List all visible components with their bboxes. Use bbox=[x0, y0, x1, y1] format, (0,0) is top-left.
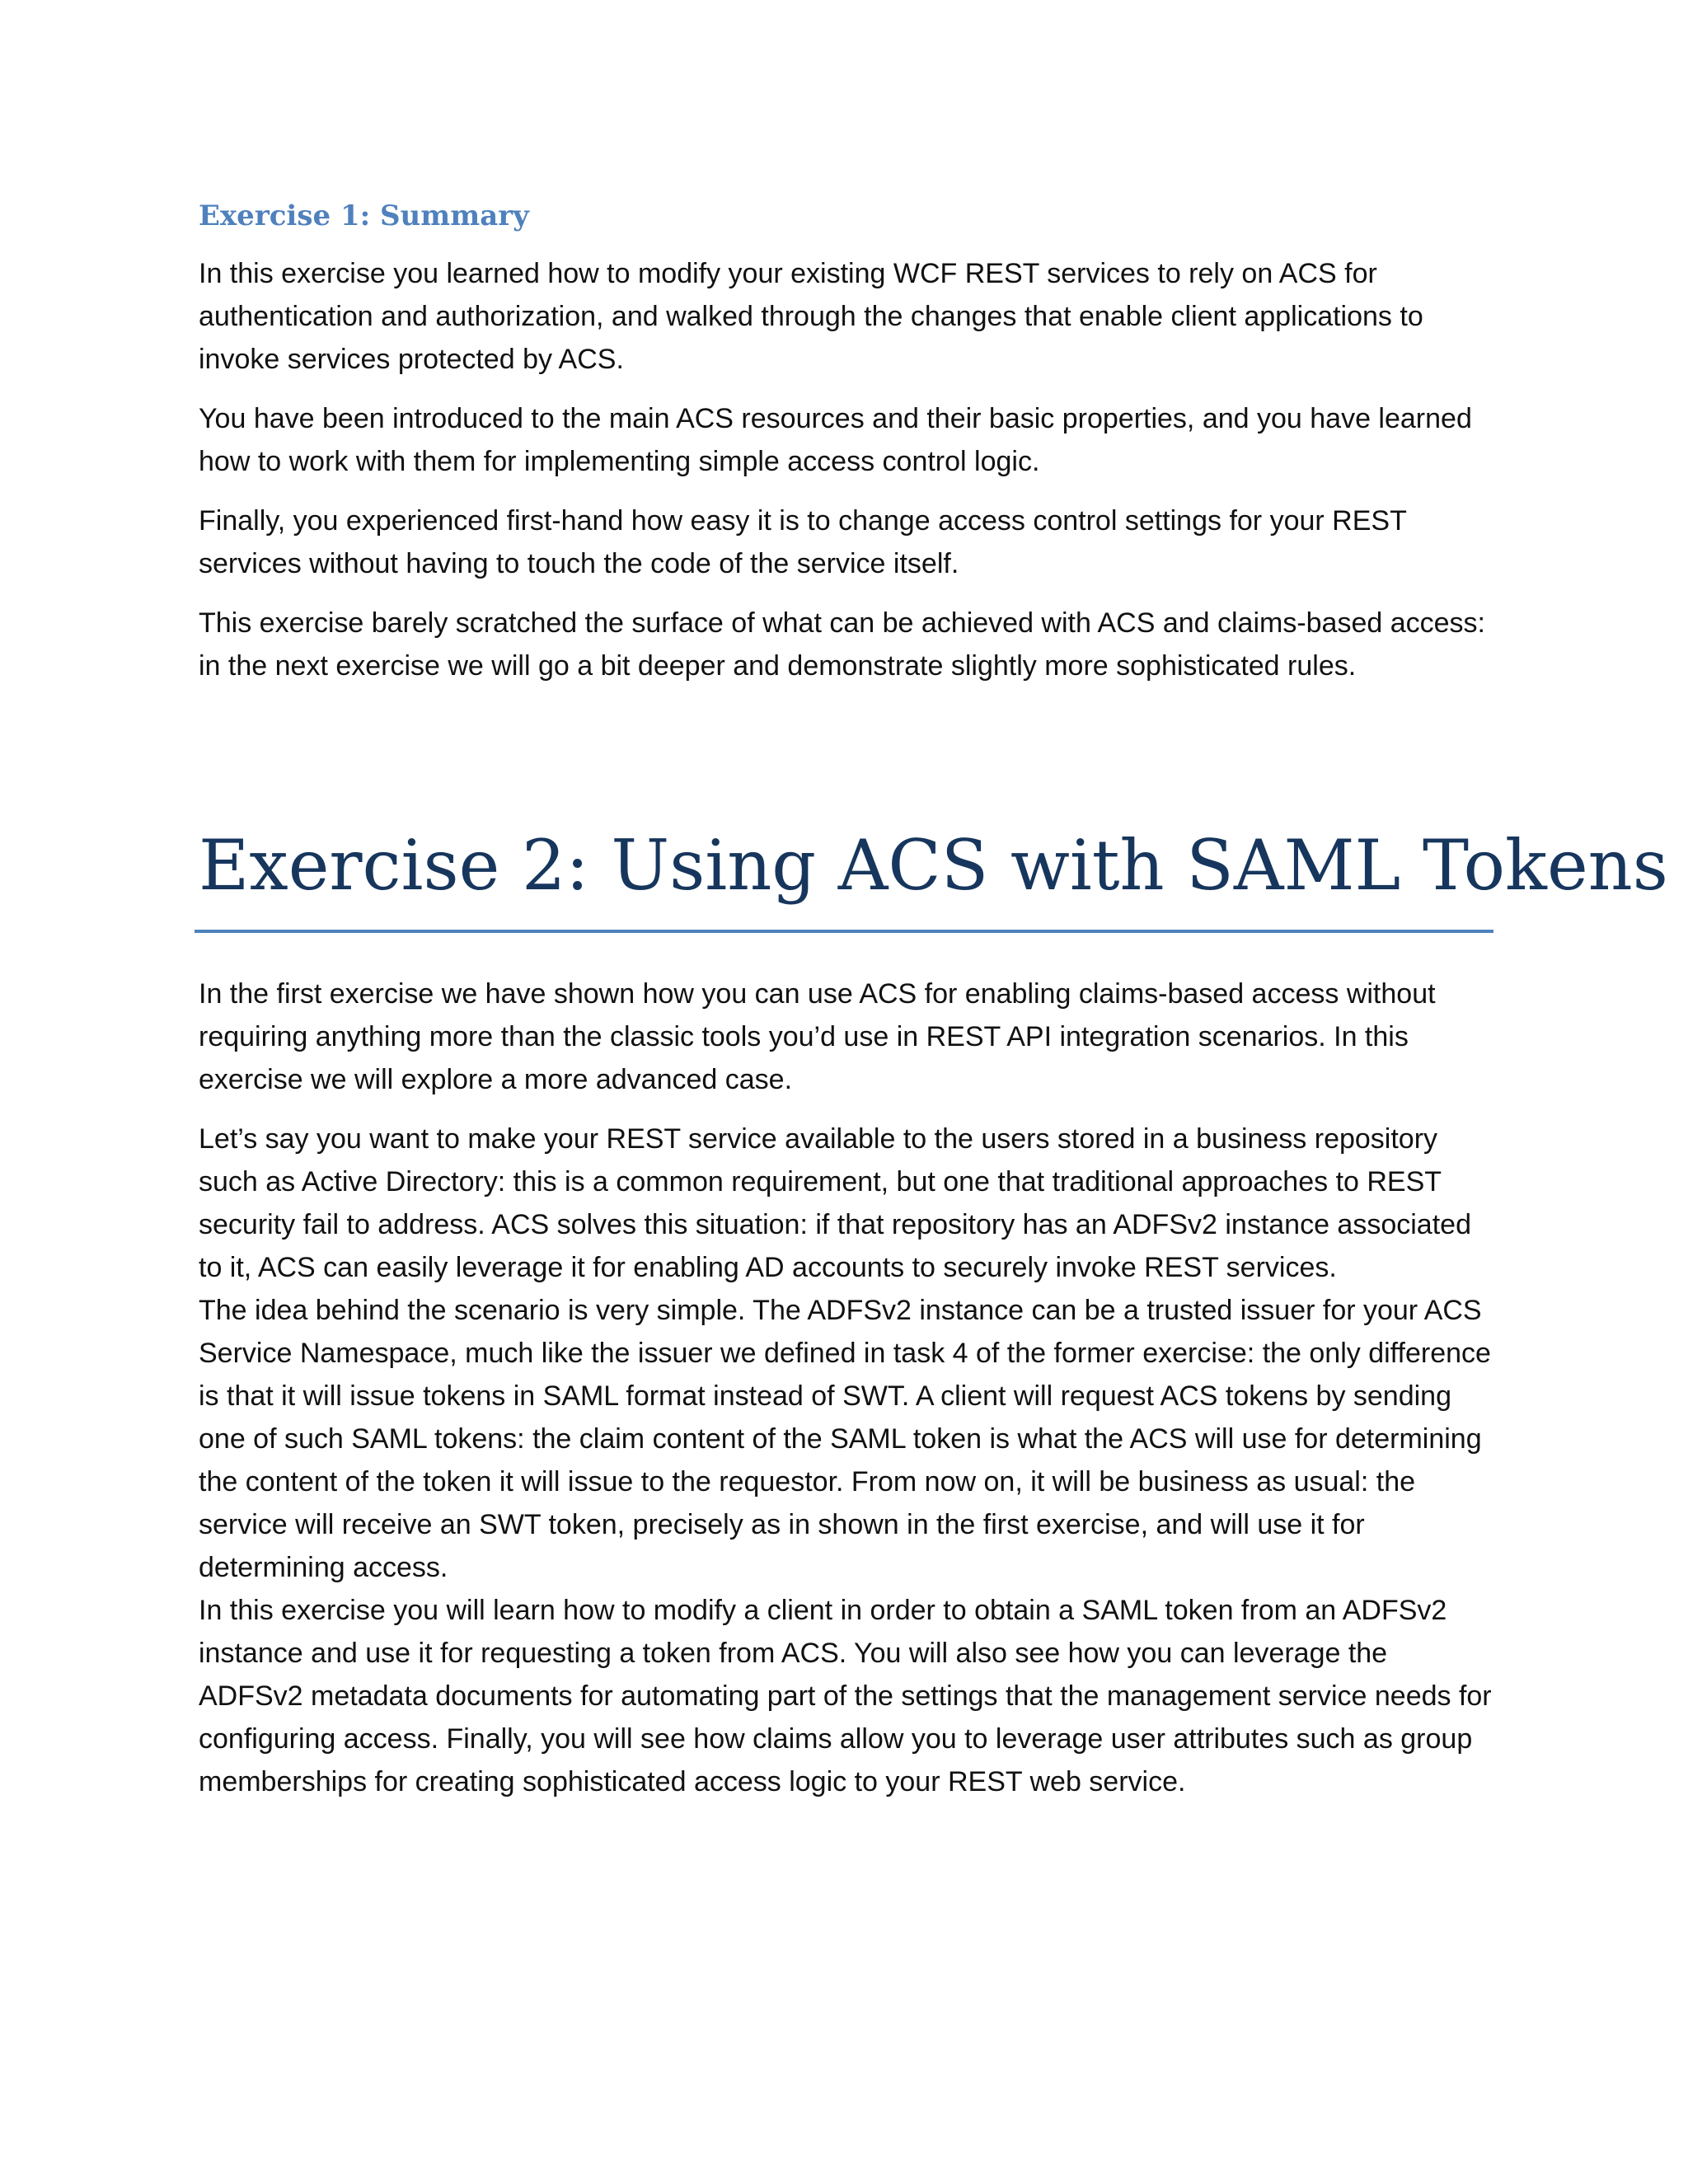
intro-paragraph-4: In this exercise you will learn how to modify a client in order to obtain a SAML token from an ADFSv2 instance and use it for requesting a token from ACS. You will also see how you can leverage the ADFSv2 metadata documents for automating part of the settings that the management service needs for configuring access. Finally, you will see how claims allow you to leverage user attributes such as group memberships for creating sophisticated access logic to your REST web service. bbox=[199, 1595, 1492, 1797]
summary-paragraph-1: In this exercise you learned how to modify your existing WCF REST services to rely on ACS for authentication and authorization, and walked through the changes that enable client applications to invoke services protected by ACS. bbox=[199, 258, 1423, 375]
summary-paragraph-4: This exercise barely scratched the surface of what can be achieved with ACS and claims-based access: in the next exercise we will go a bit deeper and demonstrate slightly more sophisticated rules. bbox=[199, 607, 1485, 682]
exercise-1-summary-heading: Exercise 1: Summary bbox=[199, 199, 529, 232]
intro-paragraph-3: The idea behind the scenario is very simple. The ADFSv2 instance can be a trusted issuer for your ACS Service Namespace, much like the issuer we defined in task 4 of the former exercise: the only difference is that it will issue tokens in SAML format instead of SWT. A client will request ACS tokens by sending one of such SAML tokens: the claim content of the SAML token is what the ACS will use for determining the content of the token it will issue to the requestor. From now on, it will be business as usual: the service will receive an SWT token, precisely as in shown in the first exercise, and will use it for determining access. bbox=[199, 1295, 1491, 1583]
exercise-2-title: Exercise 2: Using ACS with SAML Tokens bbox=[199, 825, 1668, 906]
summary-paragraph-2: You have been introduced to the main ACS resources and their basic properties, and you have learned how to work with them for implementing simple access control logic. bbox=[199, 403, 1472, 477]
exercise-2-intro-body bbox=[199, 972, 1494, 1803]
intro-paragraph-1: In the first exercise we have shown how you can use ACS for enabling claims-based access without requiring anything more than the classic tools you’d use in REST API integration scenarios. In this exercise we will explore a more advanced case. bbox=[199, 978, 1436, 1095]
title-underline-divider bbox=[195, 930, 1493, 933]
exercise-1-summary-body bbox=[199, 252, 1494, 704]
intro-paragraph-2: Let’s say you want to make your REST service available to the users stored in a business repository such as Active Directory: this is a common requirement, but one that traditional approaches to REST security fail to address. ACS solves this situation: if that repository has an ADFSv2 instance associated to it, ACS can easily leverage it for enabling AD accounts to securely invoke REST services. bbox=[199, 1123, 1471, 1283]
summary-paragraph-3: Finally, you experienced first-hand how easy it is to change access control settings for your REST services without having to touch the code of the service itself. bbox=[199, 505, 1407, 579]
